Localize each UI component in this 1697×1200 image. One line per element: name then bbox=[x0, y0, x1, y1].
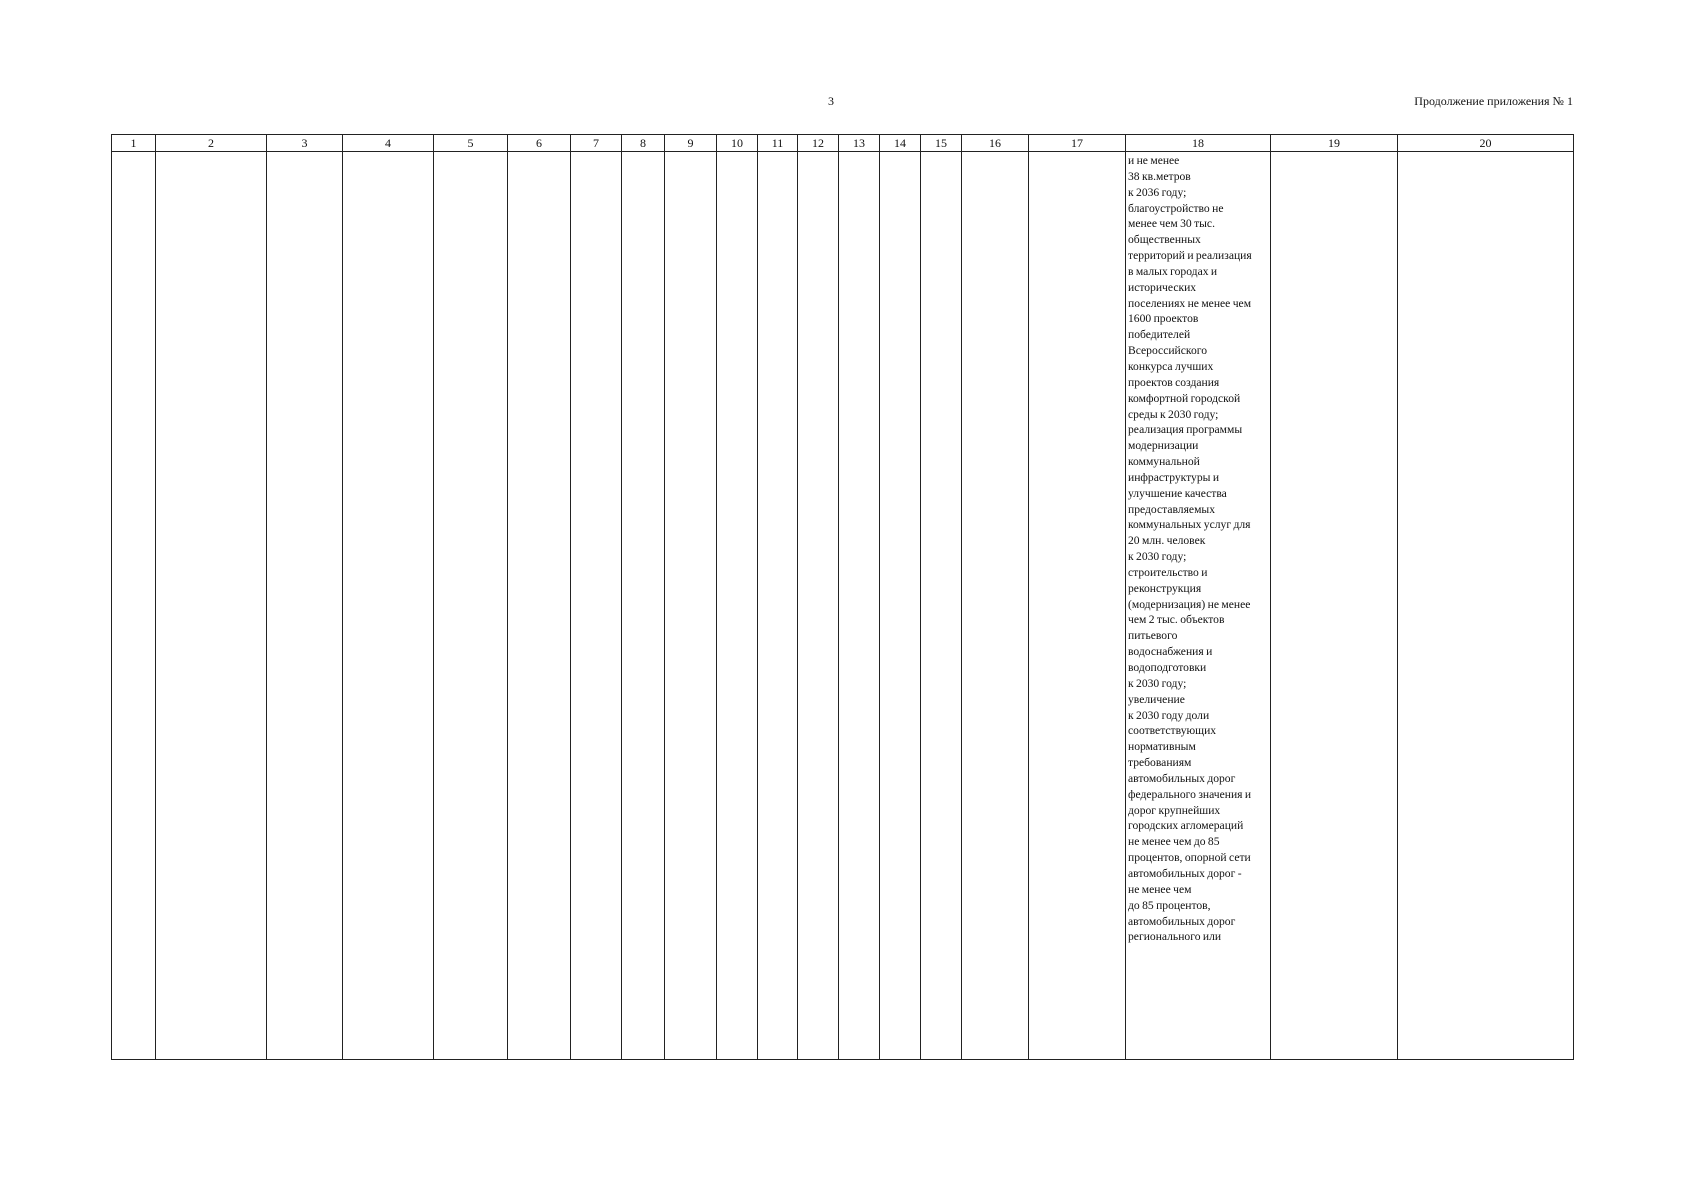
table-row bbox=[112, 152, 1574, 1060]
column-number-row bbox=[112, 135, 1574, 152]
column-header-12: 12 bbox=[798, 135, 839, 152]
column-header-2: 2 bbox=[156, 135, 267, 152]
column-header-15: 15 bbox=[921, 135, 962, 152]
column-header-8: 8 bbox=[622, 135, 665, 152]
table-cell-20 bbox=[1398, 152, 1574, 1060]
column-header-10: 10 bbox=[717, 135, 758, 152]
column-header-18: 18 bbox=[1126, 135, 1271, 152]
table-cell-2 bbox=[156, 152, 267, 1060]
table-cell-10 bbox=[717, 152, 758, 1060]
table-cell-9 bbox=[665, 152, 717, 1060]
column-header-7: 7 bbox=[571, 135, 622, 152]
column-header-9: 9 bbox=[665, 135, 717, 152]
table-cell-7 bbox=[571, 152, 622, 1060]
column-18-text: и не менее 38 кв.метров к 2036 году; благоустройство не менее чем 30 тыс. общественных территорий и реализация в малых городах и исторических поселениях не менее чем 1600 проектов победителей Всероссийского конкурса лучших проектов создания комфортной городской среды к 2030 году; реализация программы модернизации коммунальной инфраструктуры и улучшение качества предоставляемых коммунальных услуг для 20 млн. человек к 2030 году; строительство и реконструкция (модернизация) не менее чем 2 тыс. объектов питьевого водоснабжения и водоподготовки к 2030 году; увеличение к 2030 году доли соответствующих нормативным требованиям автомобильных дорог федерального значения и дорог крупнейших городских агломераций не менее чем до 85 процентов, опорной сети автомобильных дорог - не менее чем до 85 процентов, автомобильных дорог регионального или bbox=[1128, 154, 1252, 944]
table-cell-14 bbox=[880, 152, 921, 1060]
appendix-continuation-note: Продолжение приложения № 1 bbox=[1414, 94, 1573, 108]
table-cell-8 bbox=[622, 152, 665, 1060]
page-number: 3 bbox=[828, 94, 834, 108]
column-header-3: 3 bbox=[267, 135, 343, 152]
table-cell-12 bbox=[798, 152, 839, 1060]
column-header-13: 13 bbox=[839, 135, 880, 152]
column-header-5: 5 bbox=[434, 135, 508, 152]
table-cell-3 bbox=[267, 152, 343, 1060]
table-cell-4 bbox=[343, 152, 434, 1060]
table-cell-16 bbox=[962, 152, 1029, 1060]
column-header-14: 14 bbox=[880, 135, 921, 152]
table-cell-15 bbox=[921, 152, 962, 1060]
table-cell-19 bbox=[1271, 152, 1398, 1060]
table-cell-1 bbox=[112, 152, 156, 1060]
column-header-1: 1 bbox=[112, 135, 156, 152]
column-header-17: 17 bbox=[1029, 135, 1126, 152]
column-header-6: 6 bbox=[508, 135, 571, 152]
table-cell-6 bbox=[508, 152, 571, 1060]
appendix-table bbox=[111, 134, 1574, 1060]
table-cell-18 bbox=[1126, 152, 1271, 1060]
table-cell-13 bbox=[839, 152, 880, 1060]
table-cell-11 bbox=[758, 152, 798, 1060]
column-header-11: 11 bbox=[758, 135, 798, 152]
column-header-19: 19 bbox=[1271, 135, 1398, 152]
column-header-16: 16 bbox=[962, 135, 1029, 152]
table-cell-5 bbox=[434, 152, 508, 1060]
table-cell-17 bbox=[1029, 152, 1126, 1060]
column-header-4: 4 bbox=[343, 135, 434, 152]
column-header-20: 20 bbox=[1398, 135, 1574, 152]
